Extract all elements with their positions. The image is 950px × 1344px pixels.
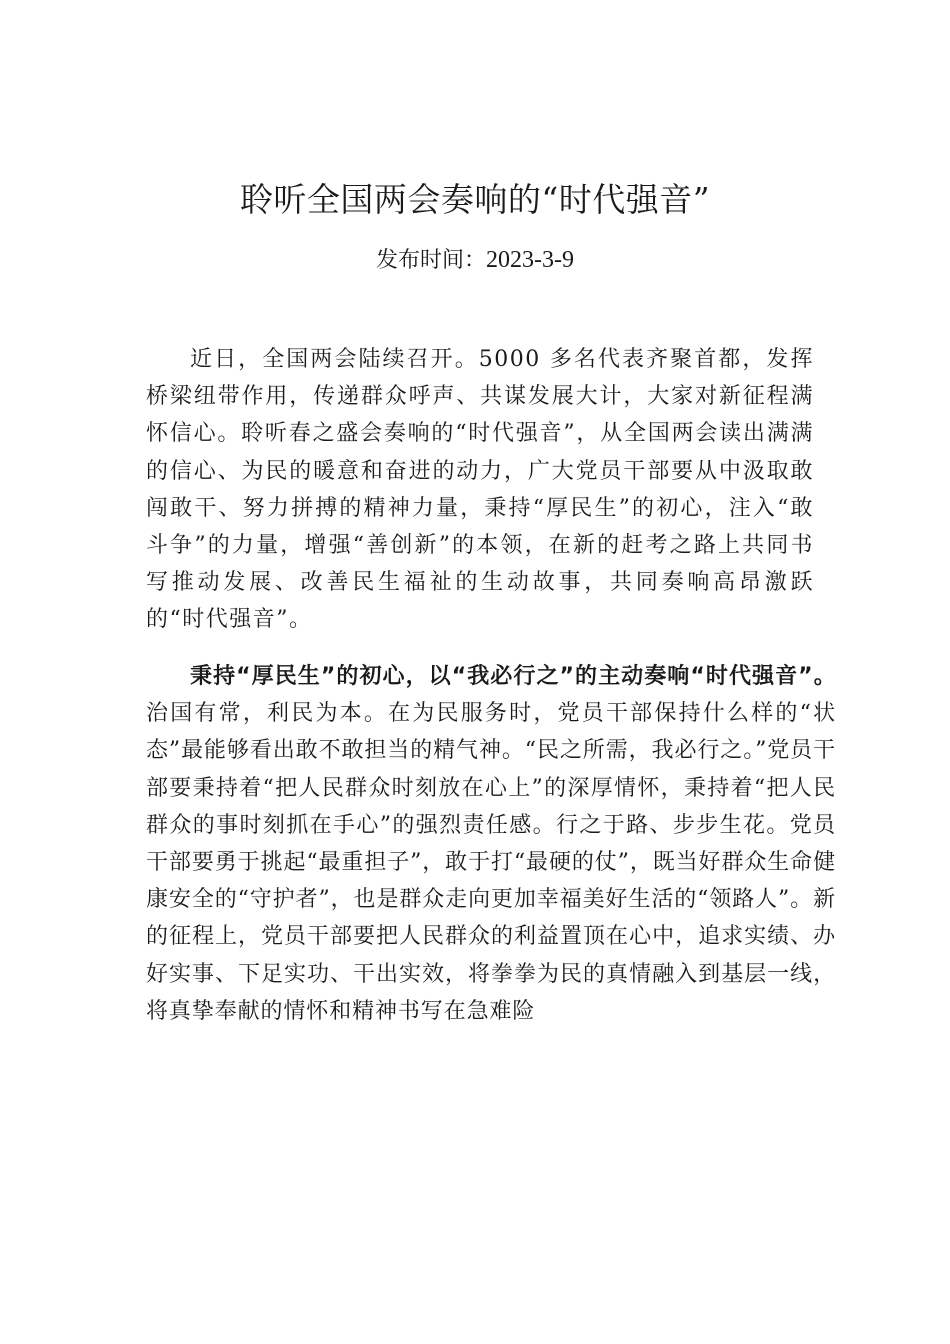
publish-date-value: 2023-3-9 [486, 247, 574, 273]
body-paragraph-1 [146, 341, 814, 639]
publish-date-label: 发布时间： [376, 248, 487, 273]
publish-date [0, 242, 950, 279]
paragraph-2-lead: 秉持“厚民生”的初心，以“我必行之”的主动奏响“时代强音”。 [190, 664, 836, 689]
body-paragraph-2 [146, 658, 836, 1030]
paragraph-2-text: 治国有常，利民为本。在为民服务时，党员干部保持什么样的“状态”最能够看出敢不敢担当的精气神。“民之所需，我必行之。”党员干部要秉持着“把人民群众时刻放在心上”的深厚情怀，秉持着“把人民群众的事时刻抓在手心”的强烈责任感。行之于路、步步生花。党员干部要勇于挑起“最重担子”，敢于打“最硬的仗”，既当好群众生命健康安全的“守护者”，也是群众走向更加幸福美好生活的“领路人”。新的征程上，党员干部要把人民群众的利益置顶在心中，追求实绩、办好实事、下足实功、干出实效，将拳拳为民的真情融入到基层一线，将真挚奉献的情怀和精神书写在急难险 [146, 701, 836, 1024]
paragraph-1-text: 近日，全国两会陆续召开。5000 多名代表齐聚首都，发挥桥梁纽带作用，传递群众呼声、共谋发展大计，大家对新征程满怀信心。聆听春之盛会奏响的“时代强音”，从全国两会读出满满的信心、为民的暖意和奋进的动力，广大党员干部要从中汲取敢闯敢干、努力拼搏的精神力量，秉持“厚民生”的初心，注入“敢斗争”的力量，增强“善创新”的本领，在新的赶考之路上共同书写推动发展、改善民生福祉的生动故事，共同奏响高昂激跃的“时代强音”。 [146, 347, 814, 633]
page-title: 聆听全国两会奏响的“时代强音” [239, 180, 711, 219]
